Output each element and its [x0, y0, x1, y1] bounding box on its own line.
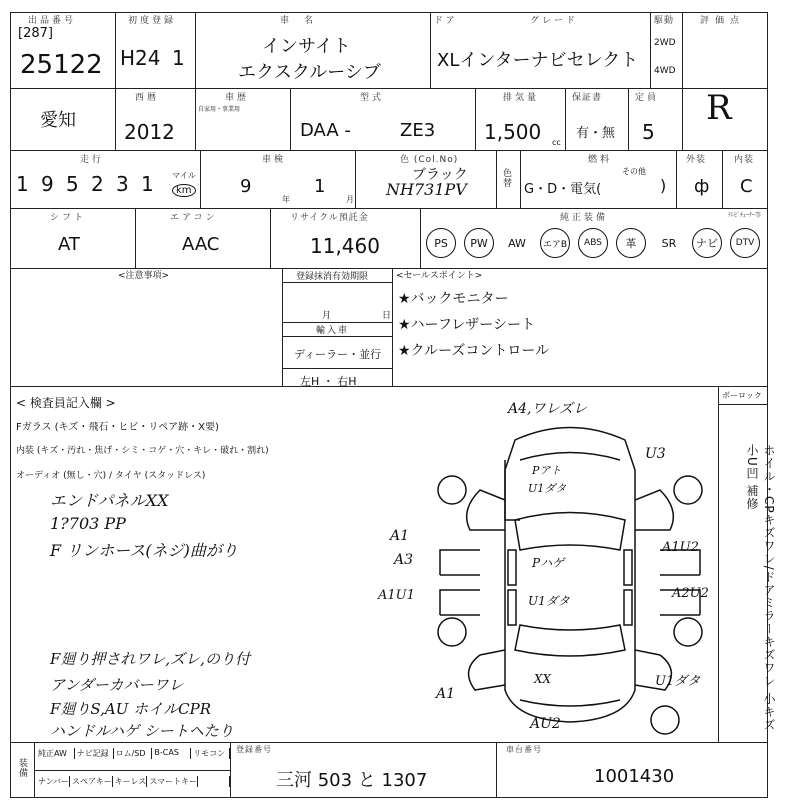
equipment-badge: PS	[426, 228, 456, 258]
year-label: 西暦	[135, 93, 160, 103]
dealer-option: ディーラー・並行	[294, 348, 382, 361]
options-row-1	[36, 748, 230, 759]
option-cell: スペアキー	[72, 777, 112, 786]
side-note-text: ホイル・CPキズワレ/ドアミラーキズワレ 小キズ 小U凹 補修	[745, 444, 776, 732]
handwritten-note-6: F廻りS,AU ホイルCPR	[50, 700, 212, 718]
car-name-line2: エクスクルーシブ	[238, 62, 381, 83]
model-prefix: DAA -	[300, 120, 351, 141]
handwritten-note-4: F廻り押されワレ,ズレ,のり付	[50, 650, 250, 668]
displacement-value: 1,500	[484, 120, 542, 144]
chassis-value: 1001430	[594, 766, 675, 787]
exterior-value: ф	[694, 176, 710, 197]
fuel-close-paren: )	[660, 176, 667, 195]
mark-top: A4,ワレズレ	[508, 401, 588, 417]
shaken-month-char: 月	[346, 195, 354, 204]
mark-pato: Pアト	[532, 464, 562, 477]
nav-tv-label: ﾃﾚﾋﾞﾁｭｰﾅｰ等	[728, 212, 762, 219]
mark-a1-left: A1	[390, 528, 410, 544]
history-label: 車歴	[225, 93, 250, 103]
ac-label: エアコン	[170, 213, 218, 223]
mark-u1-1: U1ダタ	[528, 482, 567, 495]
option-cell	[198, 776, 230, 787]
handle-option: 左H ・ 右H	[300, 375, 357, 388]
mark-u1-3: U1ダタ	[655, 674, 701, 689]
shift-label: シフト	[50, 213, 87, 223]
fuel-label: 燃料	[588, 155, 613, 165]
shaken-year-char: 年	[282, 195, 290, 204]
shaken-label: 車検	[262, 155, 287, 165]
mileage-digits	[16, 172, 161, 196]
equipment-row	[426, 228, 766, 260]
equipment-badge: 革	[616, 228, 646, 258]
car-name-line1: インサイト	[262, 36, 351, 57]
warranty-label: 保証書	[572, 93, 603, 103]
handwritten-note-3: F リンホース(ネジ)曲がり	[50, 541, 238, 560]
displacement-label: 排気量	[503, 93, 540, 103]
fuel-other: その他	[622, 167, 646, 176]
color-change-label: 色替	[501, 168, 511, 188]
caution-label: <注意事項>	[118, 271, 170, 281]
first-reg-label: 初度登録	[128, 16, 177, 26]
mileage-digit: 2	[91, 172, 104, 196]
mark-a1u1: A1U1	[378, 588, 415, 603]
handwritten-note-5: アンダーカバーワレ	[50, 676, 184, 694]
grade-value: XLインターナビセレクト	[437, 50, 639, 71]
sales-point-1: ★バックモニター	[398, 291, 509, 307]
import-label: 輸入車	[316, 326, 350, 336]
color-label: 色 (Col.No)	[400, 155, 459, 165]
lot-number: 25122	[20, 50, 103, 80]
equipment-badge: DTV	[730, 228, 760, 258]
recycle-value: 11,460	[310, 234, 380, 258]
equipment-badge: ナビ	[692, 228, 722, 258]
first-reg-era: H24	[120, 46, 161, 70]
mark-phage: Pハゲ	[532, 556, 565, 570]
option-cell: B-CAS	[152, 748, 191, 759]
sales-point-2: ★ハーフレザーシート	[398, 317, 536, 333]
lot-label: 出品番号	[28, 16, 77, 26]
interior-value: C	[740, 176, 753, 197]
capacity-label: 定員	[635, 93, 660, 103]
interior-line: 内装 (キズ・汚れ・焦げ・シミ・コゲ・穴・キレ・破れ・割れ)	[16, 446, 269, 456]
glass-line: Fガラス (キズ・飛石・ヒビ・リペア跡・X要)	[16, 422, 219, 433]
mark-a2u2: A2U2	[672, 586, 709, 601]
side-note-label: ボーロック	[722, 391, 762, 400]
mark-a1u2-right: A1U2	[662, 540, 699, 555]
equipment-badge: エアB	[540, 228, 570, 258]
mileage-digit: 3	[116, 172, 129, 196]
option-cell: ロム/SD	[114, 748, 153, 759]
sales-points-label: <セールスポイント>	[396, 271, 483, 281]
equipment-badge: SR	[661, 236, 677, 250]
mark-a1-bottom: A1	[436, 686, 456, 702]
option-cell: ナンバー	[38, 777, 70, 786]
option-cell: キーレス	[114, 777, 147, 786]
option-cell: リモコン	[191, 748, 230, 759]
color-code: NH731PV	[386, 180, 467, 199]
location: 愛知	[40, 110, 76, 131]
footer-row-label: 装備	[17, 758, 27, 778]
model-label: 型式	[360, 93, 385, 103]
score-label: 評価点	[700, 16, 746, 26]
registration-value: 三河 503 と 1307	[276, 770, 428, 791]
option-cell: ナビ記録	[75, 748, 114, 759]
expiry-month-char: 月	[322, 311, 332, 321]
mark-au2: AU2	[530, 716, 561, 732]
mark-a3: A3	[394, 552, 414, 568]
row1-bottom	[10, 88, 768, 89]
sales-point-3: ★クルーズコントロール	[398, 343, 550, 359]
option-cell: スマートキー	[149, 777, 198, 786]
ac-value: AAC	[182, 234, 220, 255]
first-reg-month: 1	[172, 46, 185, 70]
model-code: ZE3	[400, 120, 436, 141]
chassis-label: 車台番号	[506, 745, 542, 754]
mileage-digit: 1	[141, 172, 154, 196]
reg-label: 登録番号	[236, 745, 272, 754]
handwritten-note-2: 1?703 PP	[50, 514, 126, 533]
equipment-badge: ABS	[578, 228, 608, 258]
inspector-title: < 検査員記入欄 >	[16, 396, 116, 410]
mileage-digit: 1	[16, 172, 29, 196]
history-sub: 自家用・事業用	[198, 106, 241, 113]
warranty-value: 有・無	[576, 126, 616, 141]
handwritten-note-7: ハンドルハゲ シートヘたり	[50, 722, 234, 740]
options-row-2	[36, 776, 230, 787]
shift-value: AT	[58, 234, 80, 255]
interior-label: 内装	[734, 155, 755, 165]
grade-label: グレード	[530, 16, 579, 26]
recycle-label: リサイクル預託金	[290, 213, 369, 223]
option-cell: 純正AW	[36, 748, 75, 759]
audio-line: オーディオ (無し・穴) / タイヤ (スタッドレス)	[16, 471, 206, 481]
exterior-label: 外装	[686, 155, 707, 165]
mark-xx: XX	[534, 672, 552, 686]
handwritten-note-1: エンドパネルXX	[50, 491, 169, 510]
equipment-label: 純正装備	[560, 213, 609, 223]
shaken-year: 9	[240, 176, 252, 197]
cc-unit: cc	[552, 138, 561, 147]
drive-4wd: 4WD	[654, 66, 676, 76]
mileage-unit-km: km	[172, 184, 196, 197]
car-name-label: 車 名	[280, 16, 317, 26]
equipment-badge: PW	[464, 228, 494, 258]
year-value: 2012	[124, 120, 175, 144]
drive-2wd: 2WD	[654, 38, 676, 48]
expiry-day-char: 日	[382, 311, 392, 321]
car-diagram	[420, 400, 720, 740]
shaken-month: 1	[314, 176, 326, 197]
color-name: ブラック	[412, 167, 468, 183]
capacity-value: 5	[642, 120, 655, 144]
equipment-badge: AW	[508, 236, 526, 250]
mark-u1-2: U1ダタ	[528, 594, 570, 608]
drive-label: 駆動	[654, 16, 675, 26]
mileage-label: 走行	[80, 155, 105, 165]
mileage-unit-mile: マイル	[172, 171, 196, 180]
mileage-digit: 5	[66, 172, 79, 196]
score-value: R	[706, 88, 732, 128]
mileage-digit: 9	[41, 172, 54, 196]
lot-sub: [287]	[18, 26, 53, 41]
fuel-options: G・D・電気(	[524, 182, 602, 197]
inspection-expiry-label: 登録抹消有効期限	[296, 272, 369, 282]
mark-u3: U3	[645, 446, 666, 462]
door-label: ドア	[434, 16, 458, 26]
